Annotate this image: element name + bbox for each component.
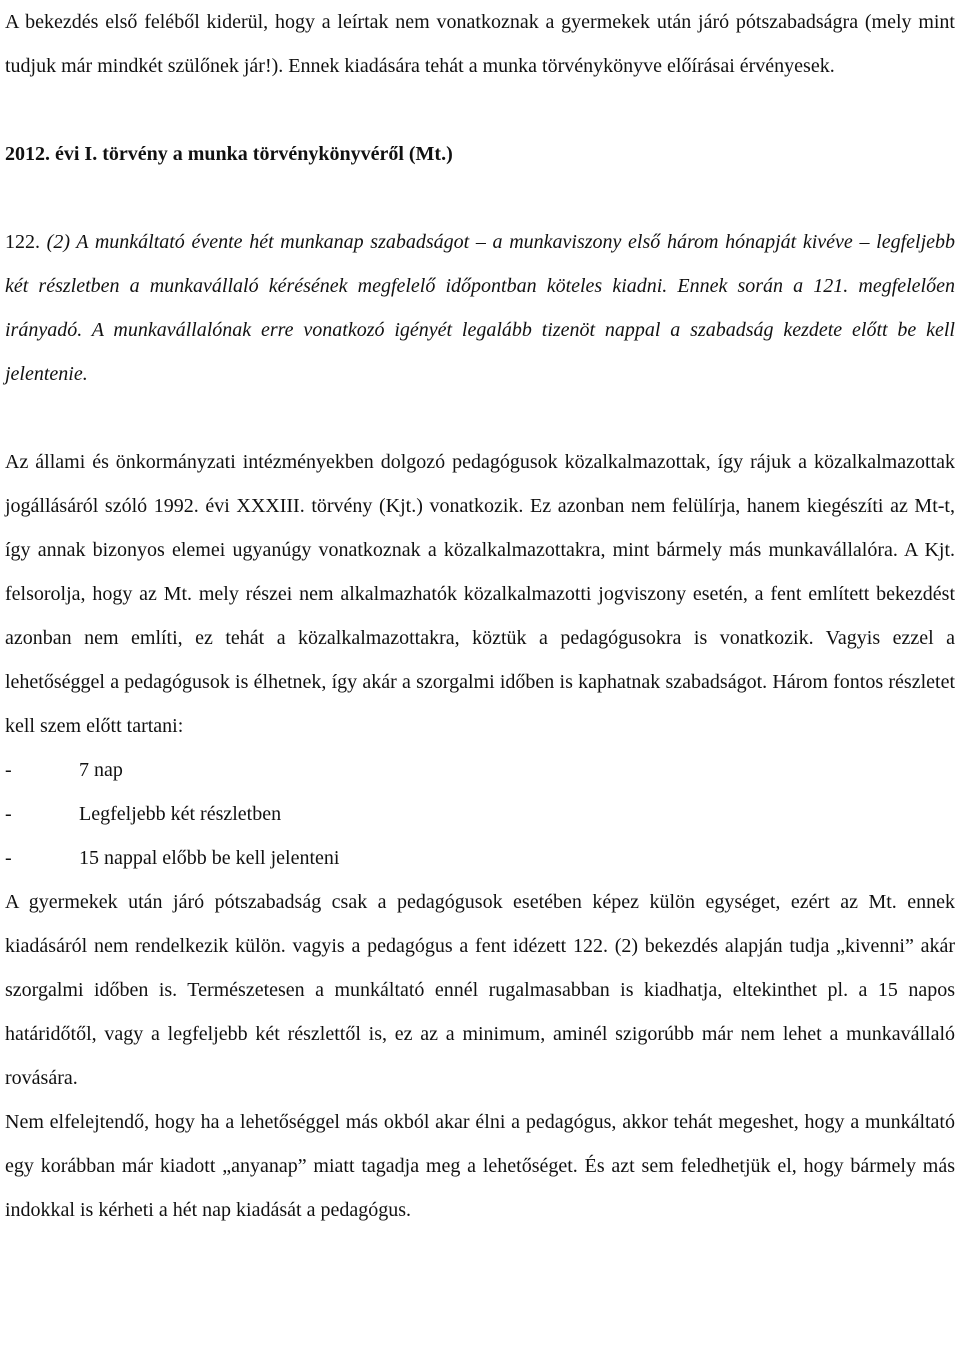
- list-item-text: 15 nappal előbb be kell jelenteni: [79, 847, 340, 869]
- law-heading: 2012. évi I. törvény a munka törvénykönyvéről (Mt.): [5, 143, 453, 165]
- list-item-text: Legfeljebb két részletben: [79, 803, 282, 825]
- spacer: [5, 88, 955, 132]
- list-item: [5, 748, 955, 792]
- closing-paragraph: Nem elfelejtendő, hogy ha a lehetőséggel más okból akar élni a pedagógus, akkor tehát megeshet, hogy a munkáltató egy korábban már kiadott „anyanap” miatt tagadja meg a lehetőséget. És azt sem feledhetjük el, hogy bármely más indokkal is kérheti a hét nap kiadását a pedagógus.: [5, 1111, 955, 1221]
- list-item-text: 7 nap: [79, 759, 123, 781]
- law-quote-paragraph: [5, 220, 955, 396]
- child-leave-paragraph: A gyermekek után járó pótszabadság csak a pedagógusok esetében képez külön egységet, ezért az Mt. ennek kiadásáról nem rendelkezik külön. vagyis a pedagógus a fent idézett 122. (2) bekezdés alapján tudja „kivenni” akár szorgalmi időben is. Természetesen a munkáltató ennél rugalmasabban is kiadhatja, eltekinthet pl. a 15 napos határidőtől, vagy a legfeljebb két részlettől is, ez az a minimum, aminél szigorúbb már nem lehet a munkavállaló rovására.: [5, 891, 955, 1089]
- intro-paragraph: A bekezdés első feléből kiderül, hogy a leírtak nem vonatkoznak a gyermekek után járó pótszabadságra (mely mint tudjuk már mindkét szülőnek jár!). Ennek kiadására tehát a munka törvénykönyve előírásai érvényesek.: [5, 11, 955, 77]
- list-dash: -: [5, 847, 12, 869]
- explanation-paragraph: Az állami és önkormányzati intézményekben dolgozó pedagógusok közalkalmazottak, így rájuk a közalkalmazottak jogállásáról szóló 1992. évi XXXIII. törvény (Kjt.) vonatkozik. Ez azonban nem felülírja, hanem kiegészíti az Mt-t, így annak bizonyos elemei ugyanúgy vonatkoznak a közalkalmazottakra, mint bármely más munkavállalóra. A Kjt. felsorolja, hogy az Mt. mely részei nem alkalmazhatók közalkalmazotti jogviszony esetén, a fent említett bekezdést azonban nem említi, ez tehát a közalkalmazottakra, köztük a pedagógusokra is vonatkozik. Vagyis ezzel a lehetőséggel a pedagógusok is élhetnek, így akár a szorgalmi időben is kaphatnak szabadságot. Három fontos részletet kell szem előtt tartani:: [5, 451, 955, 737]
- list-item: [5, 792, 955, 836]
- law-quote-text: (2) A munkáltató évente hét munkanap szabadságot – a munkaviszony első három hónapját kivéve – legfeljebb két részletben a munkavállaló kérésének megfelelő időpontban köteles kiadni. Ennek során a 121. megfelelően irányadó. A munkavállalónak erre vonatkozó igényét legalább tizenöt nappal a szabadság kezdete előtt be kell jelentenie.: [5, 231, 956, 385]
- spacer: [5, 176, 955, 220]
- document-page: [5, 0, 955, 1232]
- list-dash: -: [5, 759, 12, 781]
- key-points-list: [5, 748, 955, 880]
- list-dash: -: [5, 803, 12, 825]
- list-item: [5, 836, 955, 880]
- spacer: [5, 396, 955, 440]
- section-number: 122.: [5, 231, 47, 253]
